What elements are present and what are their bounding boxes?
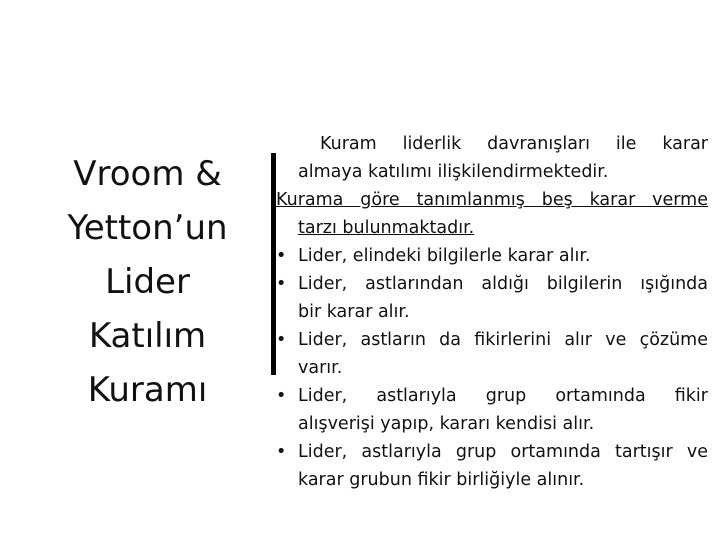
subheading bbox=[276, 186, 708, 242]
bullet-list bbox=[276, 242, 708, 494]
bullet-icon: • bbox=[276, 246, 287, 266]
list-item-text: alışverişi yapıp, kararı kendisi alır. bbox=[298, 414, 595, 434]
bullet-icon: • bbox=[276, 386, 287, 406]
list-item-text: Lider, astlarıyla grup ortamında tartışır ve bbox=[298, 442, 708, 462]
list-item-text: karar grubun fikir birliğiyle alınır. bbox=[298, 470, 585, 490]
subheading-line: Kurama göre tanımlanmış beş karar verme bbox=[276, 190, 708, 210]
intro-line: Kuram liderlik davranışları ile karar bbox=[320, 134, 708, 154]
list-item bbox=[276, 270, 708, 326]
title-line: Vroom & bbox=[73, 154, 222, 194]
subheading-line: tarzı bulunmaktadır. bbox=[298, 218, 475, 238]
list-item-text: bir karar alır. bbox=[298, 302, 410, 322]
list-item bbox=[276, 438, 708, 494]
title-line: Yetton’un bbox=[67, 208, 228, 248]
list-item-text: varır. bbox=[298, 358, 343, 378]
title-line: Lider bbox=[105, 262, 190, 302]
intro-paragraph bbox=[276, 130, 708, 186]
list-item-text: Lider, astların da fikirlerini alır ve çözüme bbox=[298, 330, 708, 350]
list-item-text: Lider, elindeki bilgilerle karar alır. bbox=[298, 246, 591, 266]
bullet-icon: • bbox=[276, 442, 287, 462]
title-line: Katılım bbox=[88, 316, 207, 356]
title-line: Kuramı bbox=[87, 370, 208, 410]
bullet-icon: • bbox=[276, 274, 287, 294]
list-item-text: Lider, astlarıyla grup ortamında fikir bbox=[298, 386, 708, 406]
intro-line: almaya katılımı ilişkilendirmektedir. bbox=[298, 162, 609, 182]
list-item-text: Lider, astlarından aldığı bilgilerin ışığında bbox=[298, 274, 708, 294]
bullet-icon: • bbox=[276, 330, 287, 350]
slide-body bbox=[276, 130, 708, 494]
list-item bbox=[276, 326, 708, 382]
slide-title bbox=[40, 147, 255, 417]
list-item bbox=[276, 382, 708, 438]
list-item bbox=[276, 242, 708, 270]
